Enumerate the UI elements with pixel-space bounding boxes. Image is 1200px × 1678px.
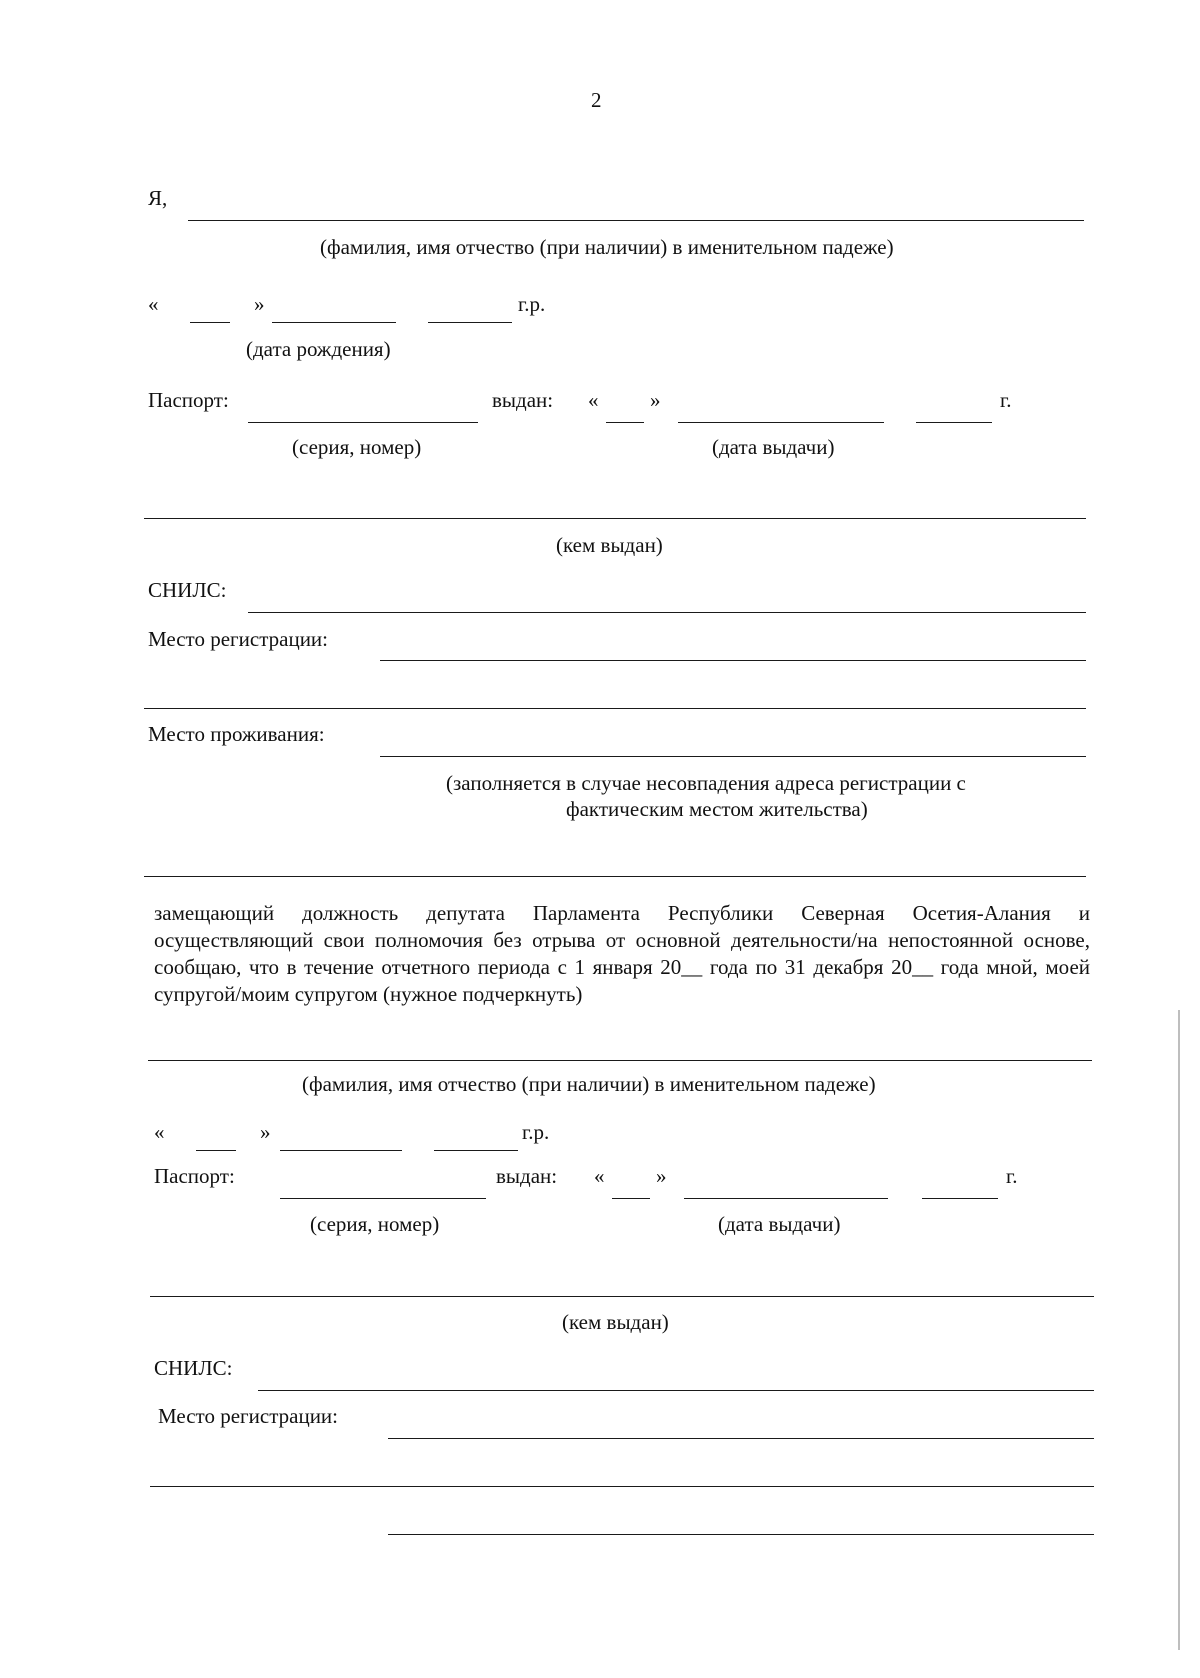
issue-quote-open: «: [588, 388, 599, 412]
residence-note-line1: (заполняется в случае несовпадения адреса регистрации с: [446, 771, 966, 795]
issue-day-line[interactable]: [606, 422, 644, 423]
spouse-registration-line-1[interactable]: [388, 1438, 1094, 1439]
page-number: 2: [591, 88, 602, 112]
passport-series-line[interactable]: [248, 422, 478, 423]
birth-quote-open: «: [148, 292, 159, 316]
spouse-issue-quote-close: »: [656, 1164, 667, 1188]
spouse-passport-series-line[interactable]: [280, 1198, 486, 1199]
registration-label: Место регистрации:: [148, 627, 329, 651]
fio-line[interactable]: [188, 220, 1084, 221]
spouse-birth-month-line[interactable]: [280, 1150, 402, 1151]
spouse-issue-year-line[interactable]: [922, 1198, 998, 1199]
issued-by-caption: (кем выдан): [556, 533, 663, 557]
spouse-registration-line-3[interactable]: [388, 1534, 1094, 1535]
snils-label: СНИЛС:: [148, 578, 227, 602]
ya-label: Я,: [148, 186, 168, 210]
registration-line-2[interactable]: [144, 708, 1086, 709]
fio-caption: (фамилия, имя отчество (при наличии) в именительном падеже): [320, 235, 894, 259]
spouse-issue-quote-open: «: [594, 1164, 605, 1188]
spouse-issued-label: выдан:: [496, 1164, 558, 1188]
birth-quote-close: »: [254, 292, 265, 316]
spouse-year-mark: г.: [1006, 1164, 1018, 1188]
spouse-issue-date-caption: (дата выдачи): [718, 1212, 841, 1236]
snils-line[interactable]: [248, 612, 1086, 613]
spouse-issue-day-line[interactable]: [612, 1198, 650, 1199]
registration-line-1[interactable]: [380, 660, 1086, 661]
spouse-series-caption: (серия, номер): [310, 1212, 440, 1236]
spouse-issued-by-caption: (кем выдан): [562, 1310, 669, 1334]
birth-year-line[interactable]: [428, 322, 512, 323]
spouse-issue-month-line[interactable]: [684, 1198, 888, 1199]
residence-label: Место проживания:: [148, 722, 325, 746]
birth-day-line[interactable]: [190, 322, 230, 323]
spouse-registration-label: Место регистрации:: [158, 1404, 339, 1428]
year-mark: г.: [1000, 388, 1012, 412]
residence-line-2[interactable]: [144, 876, 1086, 877]
issued-by-line[interactable]: [144, 518, 1086, 519]
residence-note-line2: фактическим местом жительства): [566, 797, 868, 821]
spouse-gr-label: г.р.: [522, 1120, 550, 1144]
issue-quote-close: »: [650, 388, 661, 412]
issue-month-line[interactable]: [678, 422, 884, 423]
passport-label: Паспорт:: [148, 388, 229, 412]
birth-caption: (дата рождения): [246, 337, 391, 361]
spouse-birth-day-line[interactable]: [196, 1150, 236, 1151]
spouse-birth-year-line[interactable]: [434, 1150, 518, 1151]
spouse-snils-line[interactable]: [258, 1390, 1094, 1391]
statement-paragraph: замещающий должность депутата Парламента Республики Северная Осетия-Алания и осуществляющий свои полномочия без отрыва от основной деятельности/на непостоянной основе, сообщаю, что в течение отчетного периода с 1 января 20__ года по 31 декабря 20__ года мной, моей супругой/моим супругом (нужное подчеркнуть): [154, 901, 1090, 1006]
spouse-birth-quote-open: «: [154, 1120, 165, 1144]
gr-label: г.р.: [518, 292, 546, 316]
issued-label: выдан:: [492, 388, 554, 412]
birth-month-line[interactable]: [272, 322, 396, 323]
spouse-registration-line-2[interactable]: [150, 1486, 1094, 1487]
issue-date-caption: (дата выдачи): [712, 435, 835, 459]
spouse-birth-quote-close: »: [260, 1120, 271, 1144]
spouse-fio-caption: (фамилия, имя отчество (при наличии) в именительном падеже): [302, 1072, 876, 1096]
spouse-issued-by-line[interactable]: [150, 1296, 1094, 1297]
spouse-snils-label: СНИЛС:: [154, 1356, 233, 1380]
spouse-fio-line[interactable]: [148, 1060, 1092, 1061]
issue-year-line[interactable]: [916, 422, 992, 423]
scan-edge-mark: [1178, 1010, 1180, 1650]
spouse-passport-label: Паспорт:: [154, 1164, 235, 1188]
residence-line[interactable]: [380, 756, 1086, 757]
series-caption: (серия, номер): [292, 435, 422, 459]
